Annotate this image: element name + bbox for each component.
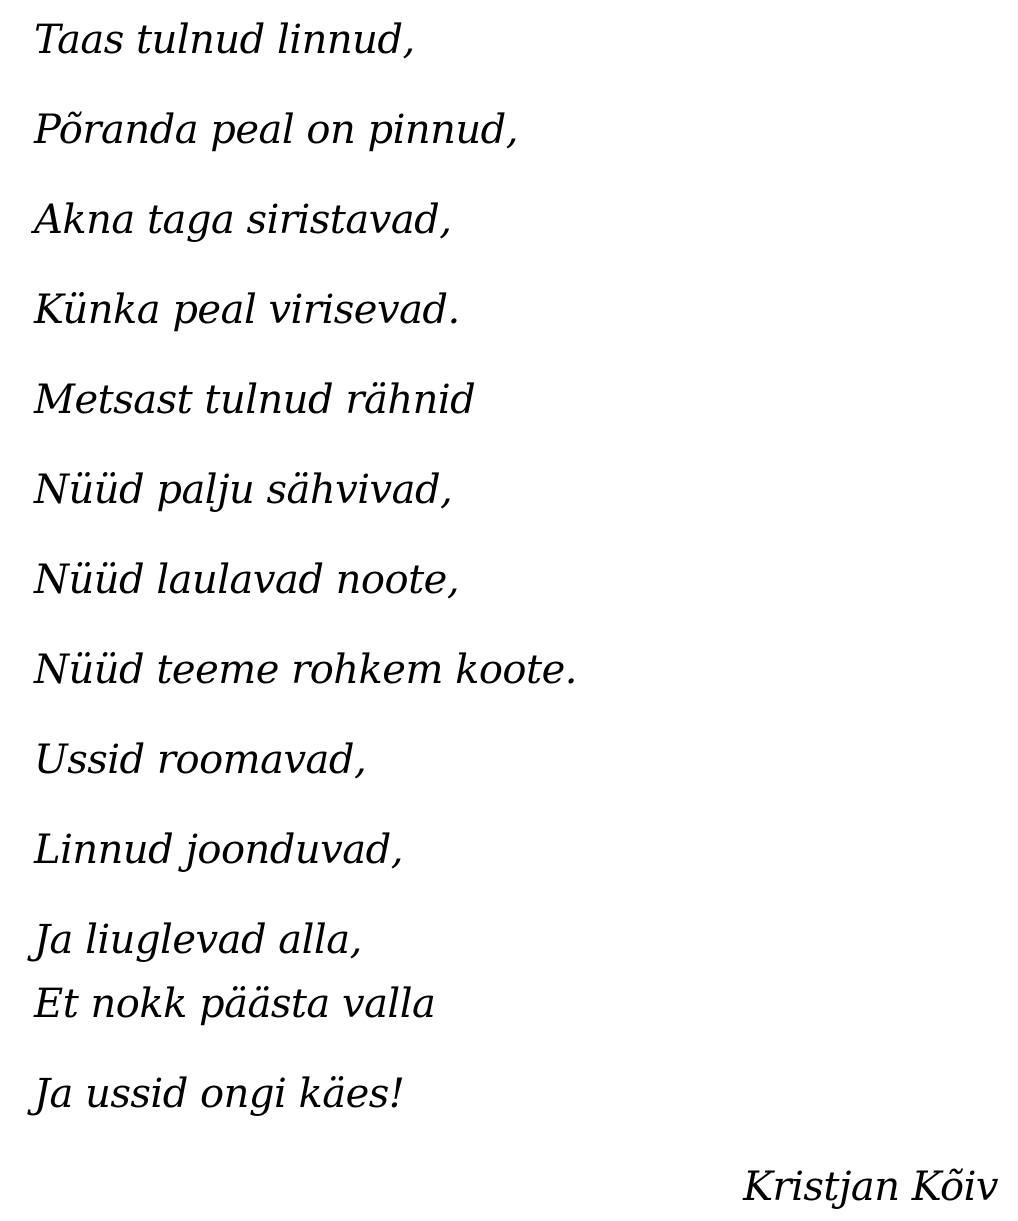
poem-line-2: Põranda peal on pinnud, <box>34 107 518 153</box>
poem-line-3: Akna taga siristavad, <box>34 197 452 243</box>
poem-line-9: Ussid roomavad, <box>34 737 367 783</box>
poem-line-8: Nüüd teeme rohkem koote. <box>34 647 577 693</box>
poem-line-11: Ja liuglevad alla, <box>34 917 362 963</box>
poem-author: Kristjan Kõiv <box>743 1164 998 1210</box>
poem-line-10: Linnud joonduvad, <box>34 827 403 873</box>
poem-line-6: Nüüd palju sähvivad, <box>34 467 453 513</box>
poem-line-1: Taas tulnud linnud, <box>34 17 415 63</box>
poem-line-5: Metsast tulnud rähnid <box>34 377 476 423</box>
poem-line-4: Künka peal virisevad. <box>34 287 460 333</box>
poem-line-7: Nüüd laulavad noote, <box>34 557 460 603</box>
poem-line-13: Ja ussid ongi käes! <box>34 1071 405 1117</box>
poem-line-12: Et nokk päästa valla <box>34 981 436 1027</box>
